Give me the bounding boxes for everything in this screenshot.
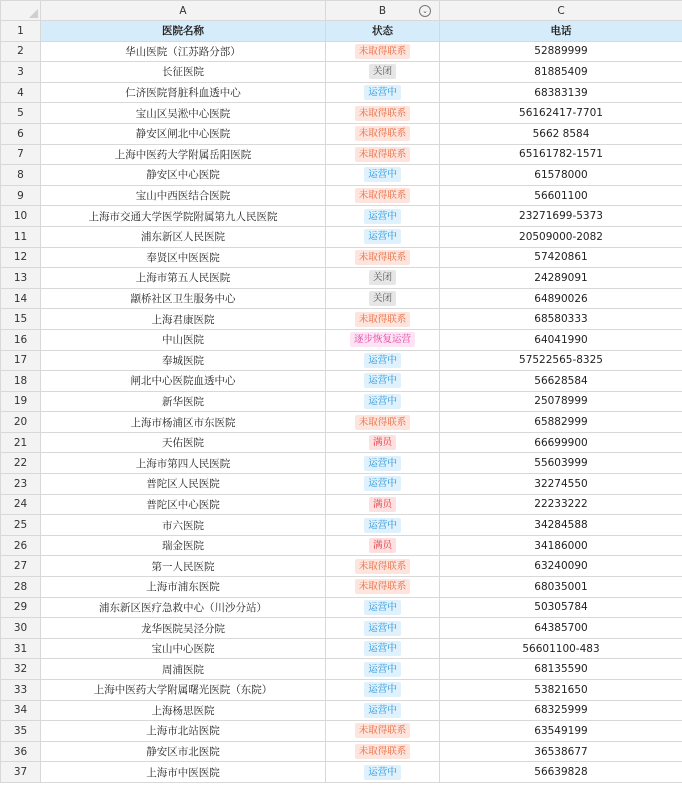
hospital-name-cell[interactable]: 新华医院: [41, 391, 326, 412]
phone-cell[interactable]: 68383139: [440, 82, 682, 103]
row-number[interactable]: 20: [1, 412, 41, 433]
status-badge: 未取得联系: [355, 250, 411, 265]
table-row: [1, 103, 682, 124]
phone-cell[interactable]: 56601100: [440, 185, 682, 206]
status-badge: 运营中: [364, 209, 401, 224]
row-number[interactable]: 1: [1, 21, 41, 42]
status-cell[interactable]: [326, 268, 440, 289]
status-cell[interactable]: [326, 288, 440, 309]
phone-cell[interactable]: 63240090: [440, 556, 682, 577]
hospital-name-cell[interactable]: 第一人民医院: [41, 556, 326, 577]
hospital-name-cell[interactable]: 上海市第五人民医院: [41, 268, 326, 289]
phone-cell[interactable]: 65161782-1571: [440, 144, 682, 165]
status-badge: 运营中: [364, 456, 401, 471]
phone-cell[interactable]: 53821650: [440, 680, 682, 701]
hospital-name-cell[interactable]: 静安区市北医院: [41, 741, 326, 762]
table-row: [1, 535, 682, 556]
status-badge: 运营中: [364, 621, 401, 636]
phone-cell[interactable]: 5662 8584: [440, 123, 682, 144]
status-cell[interactable]: [326, 577, 440, 598]
hospital-name-cell[interactable]: 普陀区中心医院: [41, 494, 326, 515]
status-cell[interactable]: [326, 391, 440, 412]
status-cell[interactable]: [326, 494, 440, 515]
phone-cell[interactable]: 57420861: [440, 247, 682, 268]
status-cell[interactable]: [326, 206, 440, 227]
status-badge: 运营中: [364, 518, 401, 533]
status-cell[interactable]: [326, 762, 440, 783]
phone-cell[interactable]: 56639828: [440, 762, 682, 783]
table-row: [1, 577, 682, 598]
status-badge: 关闭: [369, 270, 396, 285]
row-number[interactable]: 4: [1, 82, 41, 103]
table-row: [1, 144, 682, 165]
row-number[interactable]: 11: [1, 226, 41, 247]
hospital-name-cell[interactable]: 市六医院: [41, 515, 326, 536]
row-number[interactable]: 6: [1, 123, 41, 144]
row-number[interactable]: 36: [1, 741, 41, 762]
status-cell[interactable]: [326, 82, 440, 103]
table-row: [1, 412, 682, 433]
phone-cell[interactable]: 22233222: [440, 494, 682, 515]
phone-cell[interactable]: 68325999: [440, 700, 682, 721]
row-number[interactable]: 17: [1, 350, 41, 371]
hospital-name-cell[interactable]: 上海市浦东医院: [41, 577, 326, 598]
table-row: [1, 494, 682, 515]
phone-cell[interactable]: 68135590: [440, 659, 682, 680]
row-number[interactable]: 29: [1, 597, 41, 618]
hospital-name-cell[interactable]: 普陀区人民医院: [41, 474, 326, 495]
hospital-name-cell[interactable]: 上海君康医院: [41, 309, 326, 330]
status-badge: 运营中: [364, 682, 401, 697]
table-row: [1, 762, 682, 783]
phone-cell[interactable]: 25078999: [440, 391, 682, 412]
column-header-row: [1, 1, 682, 21]
table-row: [1, 474, 682, 495]
status-cell[interactable]: [326, 309, 440, 330]
phone-cell[interactable]: 20509000-2082: [440, 226, 682, 247]
status-badge: 运营中: [364, 476, 401, 491]
select-all-corner[interactable]: [1, 1, 41, 21]
phone-cell[interactable]: 68580333: [440, 309, 682, 330]
hospital-name-cell[interactable]: 静安区闸北中心医院: [41, 123, 326, 144]
phone-cell[interactable]: 56601100-483: [440, 638, 682, 659]
status-badge: 运营中: [364, 394, 401, 409]
header-cell-status[interactable]: 状态: [326, 21, 440, 42]
status-cell[interactable]: [326, 144, 440, 165]
table-row: [1, 721, 682, 742]
hospital-name-cell[interactable]: 上海市第四人民医院: [41, 453, 326, 474]
table-row: [1, 123, 682, 144]
status-badge: 未取得联系: [355, 126, 411, 141]
status-badge: 未取得联系: [355, 188, 411, 203]
hospital-name-cell[interactable]: 周浦医院: [41, 659, 326, 680]
row-number[interactable]: 16: [1, 329, 41, 350]
phone-cell[interactable]: 66699900: [440, 432, 682, 453]
hospital-name-cell[interactable]: 天佑医院: [41, 432, 326, 453]
column-header-a[interactable]: A: [41, 1, 326, 21]
status-badge: 未取得联系: [355, 312, 411, 327]
status-cell[interactable]: [326, 412, 440, 433]
table-row: [1, 700, 682, 721]
row-number[interactable]: 28: [1, 577, 41, 598]
status-badge: 未取得联系: [355, 415, 411, 430]
status-badge: 满员: [369, 497, 396, 512]
status-badge: 运营中: [364, 641, 401, 656]
status-cell[interactable]: [326, 535, 440, 556]
hospital-name-cell[interactable]: 奉城医院: [41, 350, 326, 371]
table-row: [1, 618, 682, 639]
hospital-name-cell[interactable]: 静安区中心医院: [41, 165, 326, 186]
phone-cell[interactable]: 36538677: [440, 741, 682, 762]
row-number[interactable]: 22: [1, 453, 41, 474]
row-number[interactable]: 21: [1, 432, 41, 453]
table-row: [1, 268, 682, 289]
hospital-name-cell[interactable]: 上海市北站医院: [41, 721, 326, 742]
column-header-b-label: B: [378, 4, 387, 17]
phone-cell[interactable]: 50305784: [440, 597, 682, 618]
phone-cell[interactable]: 64041990: [440, 329, 682, 350]
row-number[interactable]: 14: [1, 288, 41, 309]
table-row: [1, 329, 682, 350]
table-row: [1, 741, 682, 762]
hospital-name-cell[interactable]: 龙华医院吴泾分院: [41, 618, 326, 639]
status-badge: 满员: [369, 538, 396, 553]
filter-icon[interactable]: ⌄: [419, 5, 431, 17]
status-badge: 未取得联系: [355, 559, 411, 574]
status-badge: 运营中: [364, 167, 401, 182]
phone-cell[interactable]: 56628584: [440, 371, 682, 392]
row-number[interactable]: 19: [1, 391, 41, 412]
hospital-name-cell[interactable]: 宝山中西医结合医院: [41, 185, 326, 206]
hospital-name-cell[interactable]: 浦东新区医疗急救中心（川沙分站）: [41, 597, 326, 618]
phone-cell[interactable]: 55603999: [440, 453, 682, 474]
hospital-name-cell[interactable]: 瑞金医院: [41, 535, 326, 556]
table-row: [1, 309, 682, 330]
table-row: [1, 62, 682, 83]
phone-cell[interactable]: 57522565-8325: [440, 350, 682, 371]
phone-cell[interactable]: 68035001: [440, 577, 682, 598]
phone-cell[interactable]: 63549199: [440, 721, 682, 742]
hospital-name-cell[interactable]: 上海市交通大学医学院附属第九人民医院: [41, 206, 326, 227]
row-number[interactable]: 23: [1, 474, 41, 495]
row-number[interactable]: 30: [1, 618, 41, 639]
table-row: [1, 391, 682, 412]
hospital-name-cell[interactable]: 上海杨思医院: [41, 700, 326, 721]
status-cell[interactable]: [326, 371, 440, 392]
status-badge: 运营中: [364, 373, 401, 388]
phone-cell[interactable]: 32274550: [440, 474, 682, 495]
phone-cell[interactable]: 23271699-5373: [440, 206, 682, 227]
phone-cell[interactable]: 81885409: [440, 62, 682, 83]
status-cell[interactable]: [326, 453, 440, 474]
status-cell[interactable]: [326, 350, 440, 371]
hospital-name-cell[interactable]: 上海市中医医院: [41, 762, 326, 783]
phone-cell[interactable]: 52889999: [440, 41, 682, 62]
header-cell-name[interactable]: 医院名称: [41, 21, 326, 42]
status-cell[interactable]: [326, 329, 440, 350]
hospital-name-cell[interactable]: 中山医院: [41, 329, 326, 350]
row-number[interactable]: 32: [1, 659, 41, 680]
table-row: [1, 515, 682, 536]
phone-cell[interactable]: 34186000: [440, 535, 682, 556]
hospital-name-cell[interactable]: 长征医院: [41, 62, 326, 83]
row-number[interactable]: 12: [1, 247, 41, 268]
row-number[interactable]: 5: [1, 103, 41, 124]
row-number[interactable]: 3: [1, 62, 41, 83]
phone-cell[interactable]: 65882999: [440, 412, 682, 433]
row-number[interactable]: 25: [1, 515, 41, 536]
status-cell[interactable]: [326, 247, 440, 268]
table-row: [1, 680, 682, 701]
status-badge: 满员: [369, 435, 396, 450]
column-header-b[interactable]: [326, 1, 440, 21]
table-row: [1, 247, 682, 268]
header-row: [1, 21, 682, 42]
table-row: [1, 371, 682, 392]
column-header-c[interactable]: C: [440, 1, 682, 21]
phone-cell[interactable]: 24289091: [440, 268, 682, 289]
table-row: [1, 226, 682, 247]
status-cell[interactable]: [326, 123, 440, 144]
status-cell[interactable]: [326, 638, 440, 659]
table-row: [1, 350, 682, 371]
status-cell[interactable]: [326, 721, 440, 742]
row-number[interactable]: 15: [1, 309, 41, 330]
phone-cell[interactable]: 64385700: [440, 618, 682, 639]
status-cell[interactable]: [326, 41, 440, 62]
hospital-name-cell[interactable]: 宝山中心医院: [41, 638, 326, 659]
status-badge: 运营中: [364, 85, 401, 100]
status-cell[interactable]: [326, 618, 440, 639]
row-number[interactable]: 35: [1, 721, 41, 742]
row-number[interactable]: 2: [1, 41, 41, 62]
row-number[interactable]: 31: [1, 638, 41, 659]
status-cell[interactable]: [326, 741, 440, 762]
status-cell[interactable]: [326, 700, 440, 721]
table-row: [1, 556, 682, 577]
row-number[interactable]: 10: [1, 206, 41, 227]
row-number[interactable]: 34: [1, 700, 41, 721]
status-badge: 运营中: [364, 229, 401, 244]
status-cell[interactable]: [326, 226, 440, 247]
table-row: [1, 41, 682, 62]
row-number[interactable]: 27: [1, 556, 41, 577]
phone-cell[interactable]: 61578000: [440, 165, 682, 186]
table-row: [1, 659, 682, 680]
table-row: [1, 638, 682, 659]
status-badge: 未取得联系: [355, 579, 411, 594]
table-row: [1, 453, 682, 474]
status-cell[interactable]: [326, 556, 440, 577]
hospital-name-cell[interactable]: 宝山区吴淞中心医院: [41, 103, 326, 124]
status-badge: 运营中: [364, 353, 401, 368]
select-all-icon: [29, 9, 38, 18]
phone-cell[interactable]: 34284588: [440, 515, 682, 536]
status-cell[interactable]: [326, 597, 440, 618]
table-row: [1, 597, 682, 618]
status-badge: 未取得联系: [355, 723, 411, 738]
row-number[interactable]: 8: [1, 165, 41, 186]
status-badge: 未取得联系: [355, 106, 411, 121]
hospital-name-cell[interactable]: 上海中医药大学附属曙光医院（东院）: [41, 680, 326, 701]
row-number[interactable]: 37: [1, 762, 41, 783]
table-row: [1, 206, 682, 227]
hospital-name-cell[interactable]: 浦东新区人民医院: [41, 226, 326, 247]
phone-cell[interactable]: 56162417-7701: [440, 103, 682, 124]
status-cell[interactable]: [326, 62, 440, 83]
hospital-name-cell[interactable]: 上海市杨浦区市东医院: [41, 412, 326, 433]
header-cell-phone[interactable]: 电话: [440, 21, 682, 42]
status-badge: 关闭: [369, 64, 396, 79]
table-row: [1, 185, 682, 206]
hospital-name-cell[interactable]: 上海中医药大学附属岳阳医院: [41, 144, 326, 165]
status-cell[interactable]: [326, 165, 440, 186]
table-row: [1, 432, 682, 453]
hospital-name-cell[interactable]: 奉贤区中医医院: [41, 247, 326, 268]
status-cell[interactable]: [326, 659, 440, 680]
status-badge: 未取得联系: [355, 44, 411, 59]
row-number[interactable]: 13: [1, 268, 41, 289]
hospital-name-cell[interactable]: 华山医院（江苏路分部）: [41, 41, 326, 62]
status-cell[interactable]: [326, 515, 440, 536]
hospital-name-cell[interactable]: 闸北中心医院血透中心: [41, 371, 326, 392]
row-number[interactable]: 7: [1, 144, 41, 165]
status-badge: 未取得联系: [355, 147, 411, 162]
status-badge: 运营中: [364, 662, 401, 677]
hospital-name-cell[interactable]: 颛桥社区卫生服务中心: [41, 288, 326, 309]
row-number[interactable]: 18: [1, 371, 41, 392]
status-badge: 运营中: [364, 703, 401, 718]
row-number[interactable]: 9: [1, 185, 41, 206]
status-cell[interactable]: [326, 680, 440, 701]
row-number[interactable]: 33: [1, 680, 41, 701]
status-cell[interactable]: [326, 432, 440, 453]
status-cell[interactable]: [326, 185, 440, 206]
status-badge: 逐步恢复运营: [350, 332, 415, 347]
status-cell[interactable]: [326, 474, 440, 495]
status-badge: 关闭: [369, 291, 396, 306]
status-badge: 运营中: [364, 600, 401, 615]
row-number[interactable]: 26: [1, 535, 41, 556]
phone-cell[interactable]: 64890026: [440, 288, 682, 309]
row-number[interactable]: 24: [1, 494, 41, 515]
hospital-name-cell[interactable]: 仁济医院肾脏科血透中心: [41, 82, 326, 103]
status-cell[interactable]: [326, 103, 440, 124]
table-row: [1, 165, 682, 186]
table-row: [1, 288, 682, 309]
grid-body: [1, 21, 682, 783]
status-badge: 未取得联系: [355, 744, 411, 759]
table-row: [1, 82, 682, 103]
status-badge: 运营中: [364, 765, 401, 780]
